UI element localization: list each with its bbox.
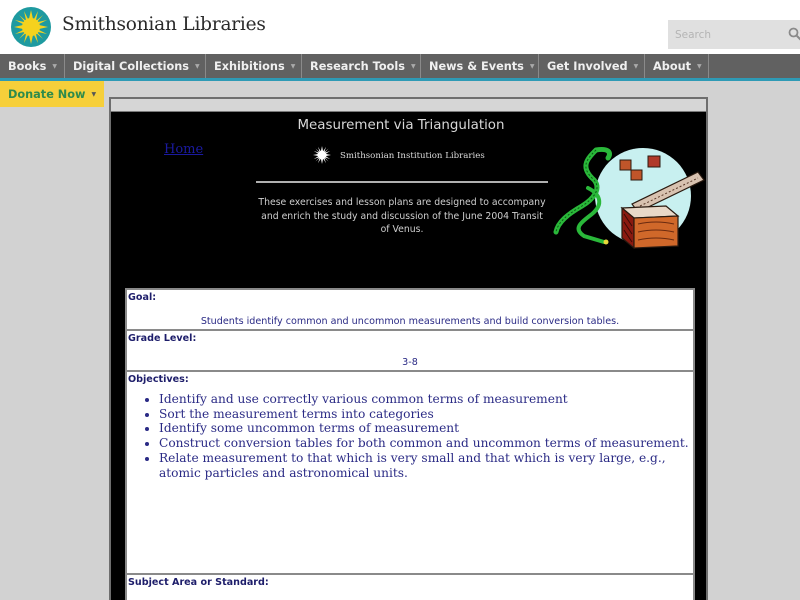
caret-down-icon: ▼ — [195, 62, 200, 70]
nav-label: Get Involved — [547, 59, 628, 73]
objectives-row — [127, 372, 693, 575]
objective-item: • Identify and use correctly various common terms of measurement — [159, 392, 689, 407]
caret-down-icon: ▼ — [697, 62, 702, 70]
search-icon[interactable] — [788, 27, 800, 41]
subject-area-label: Subject Area or Standard: — [128, 577, 269, 588]
goal-value: Students identify common and uncommon measurements and build conversion tables. — [200, 316, 620, 327]
nav-item-digital-collections[interactable] — [65, 54, 206, 78]
nav-label: Research Tools — [310, 59, 405, 73]
site-brand[interactable]: Smithsonian Libraries — [62, 14, 266, 35]
nav-label: Books — [8, 59, 47, 73]
intro-text: These exercises and lesson plans are designed to accompany and enrich the study and discussion of the June 2004 Transit of Venus. — [258, 197, 546, 235]
smithsonian-sunburst-icon — [313, 146, 331, 164]
nav-label: Exhibitions — [214, 59, 285, 73]
measurement-clipart-icon — [548, 144, 708, 249]
document-title: Measurement via Triangulation — [297, 118, 505, 133]
nav-item-research-tools[interactable] — [302, 54, 421, 78]
main-nav — [0, 54, 800, 81]
donate-now-button[interactable] — [0, 81, 104, 107]
objective-item: • Sort the measurement terms into categories — [159, 407, 689, 422]
lesson-info-table — [125, 288, 695, 600]
nav-label: Digital Collections — [73, 59, 189, 73]
grade-level-value: 3-8 — [402, 357, 418, 368]
caret-down-icon: ▼ — [290, 62, 296, 70]
site-header — [0, 0, 800, 54]
nav-item-exhibitions[interactable] — [206, 54, 302, 78]
objectives-list — [159, 392, 689, 480]
objectives-label: Objectives: — [128, 374, 189, 385]
search-input[interactable] — [668, 20, 778, 49]
caret-down-icon: ▼ — [410, 62, 416, 70]
nav-item-news-events[interactable] — [421, 54, 539, 78]
institution-label: Smithsonian Institution Libraries — [340, 151, 485, 161]
search-box — [668, 20, 800, 49]
nav-item-books[interactable] — [0, 54, 65, 78]
smithsonian-sun-logo-icon[interactable] — [11, 7, 51, 47]
nav-item-about[interactable] — [645, 54, 709, 78]
goal-row — [127, 290, 693, 331]
donate-label: Donate Now — [8, 87, 86, 101]
goal-label: Goal: — [128, 292, 157, 303]
nav-label: About — [653, 59, 692, 73]
subject-area-row — [127, 575, 693, 600]
home-link[interactable]: Home — [164, 142, 204, 157]
caret-down-icon: ▼ — [91, 90, 97, 98]
nav-label: News & Events — [429, 59, 524, 73]
frame-top-bar — [111, 99, 706, 112]
objective-item: • Identify some uncommon terms of measurement — [159, 421, 689, 436]
nav-item-get-involved[interactable] — [539, 54, 645, 78]
objective-item: • Construct conversion tables for both common and uncommon terms of measurement. — [159, 436, 689, 451]
caret-down-icon: ▼ — [633, 62, 639, 70]
grade-level-label: Grade Level: — [128, 333, 197, 344]
content-frame — [109, 97, 708, 600]
grade-level-row — [127, 331, 693, 372]
divider — [256, 181, 548, 183]
caret-down-icon: ▼ — [52, 62, 57, 70]
objective-item: • Relate measurement to that which is very small and that which is very large, e.g., atomic particles and astronomical units. — [159, 451, 689, 480]
caret-down-icon: ▼ — [529, 62, 535, 70]
